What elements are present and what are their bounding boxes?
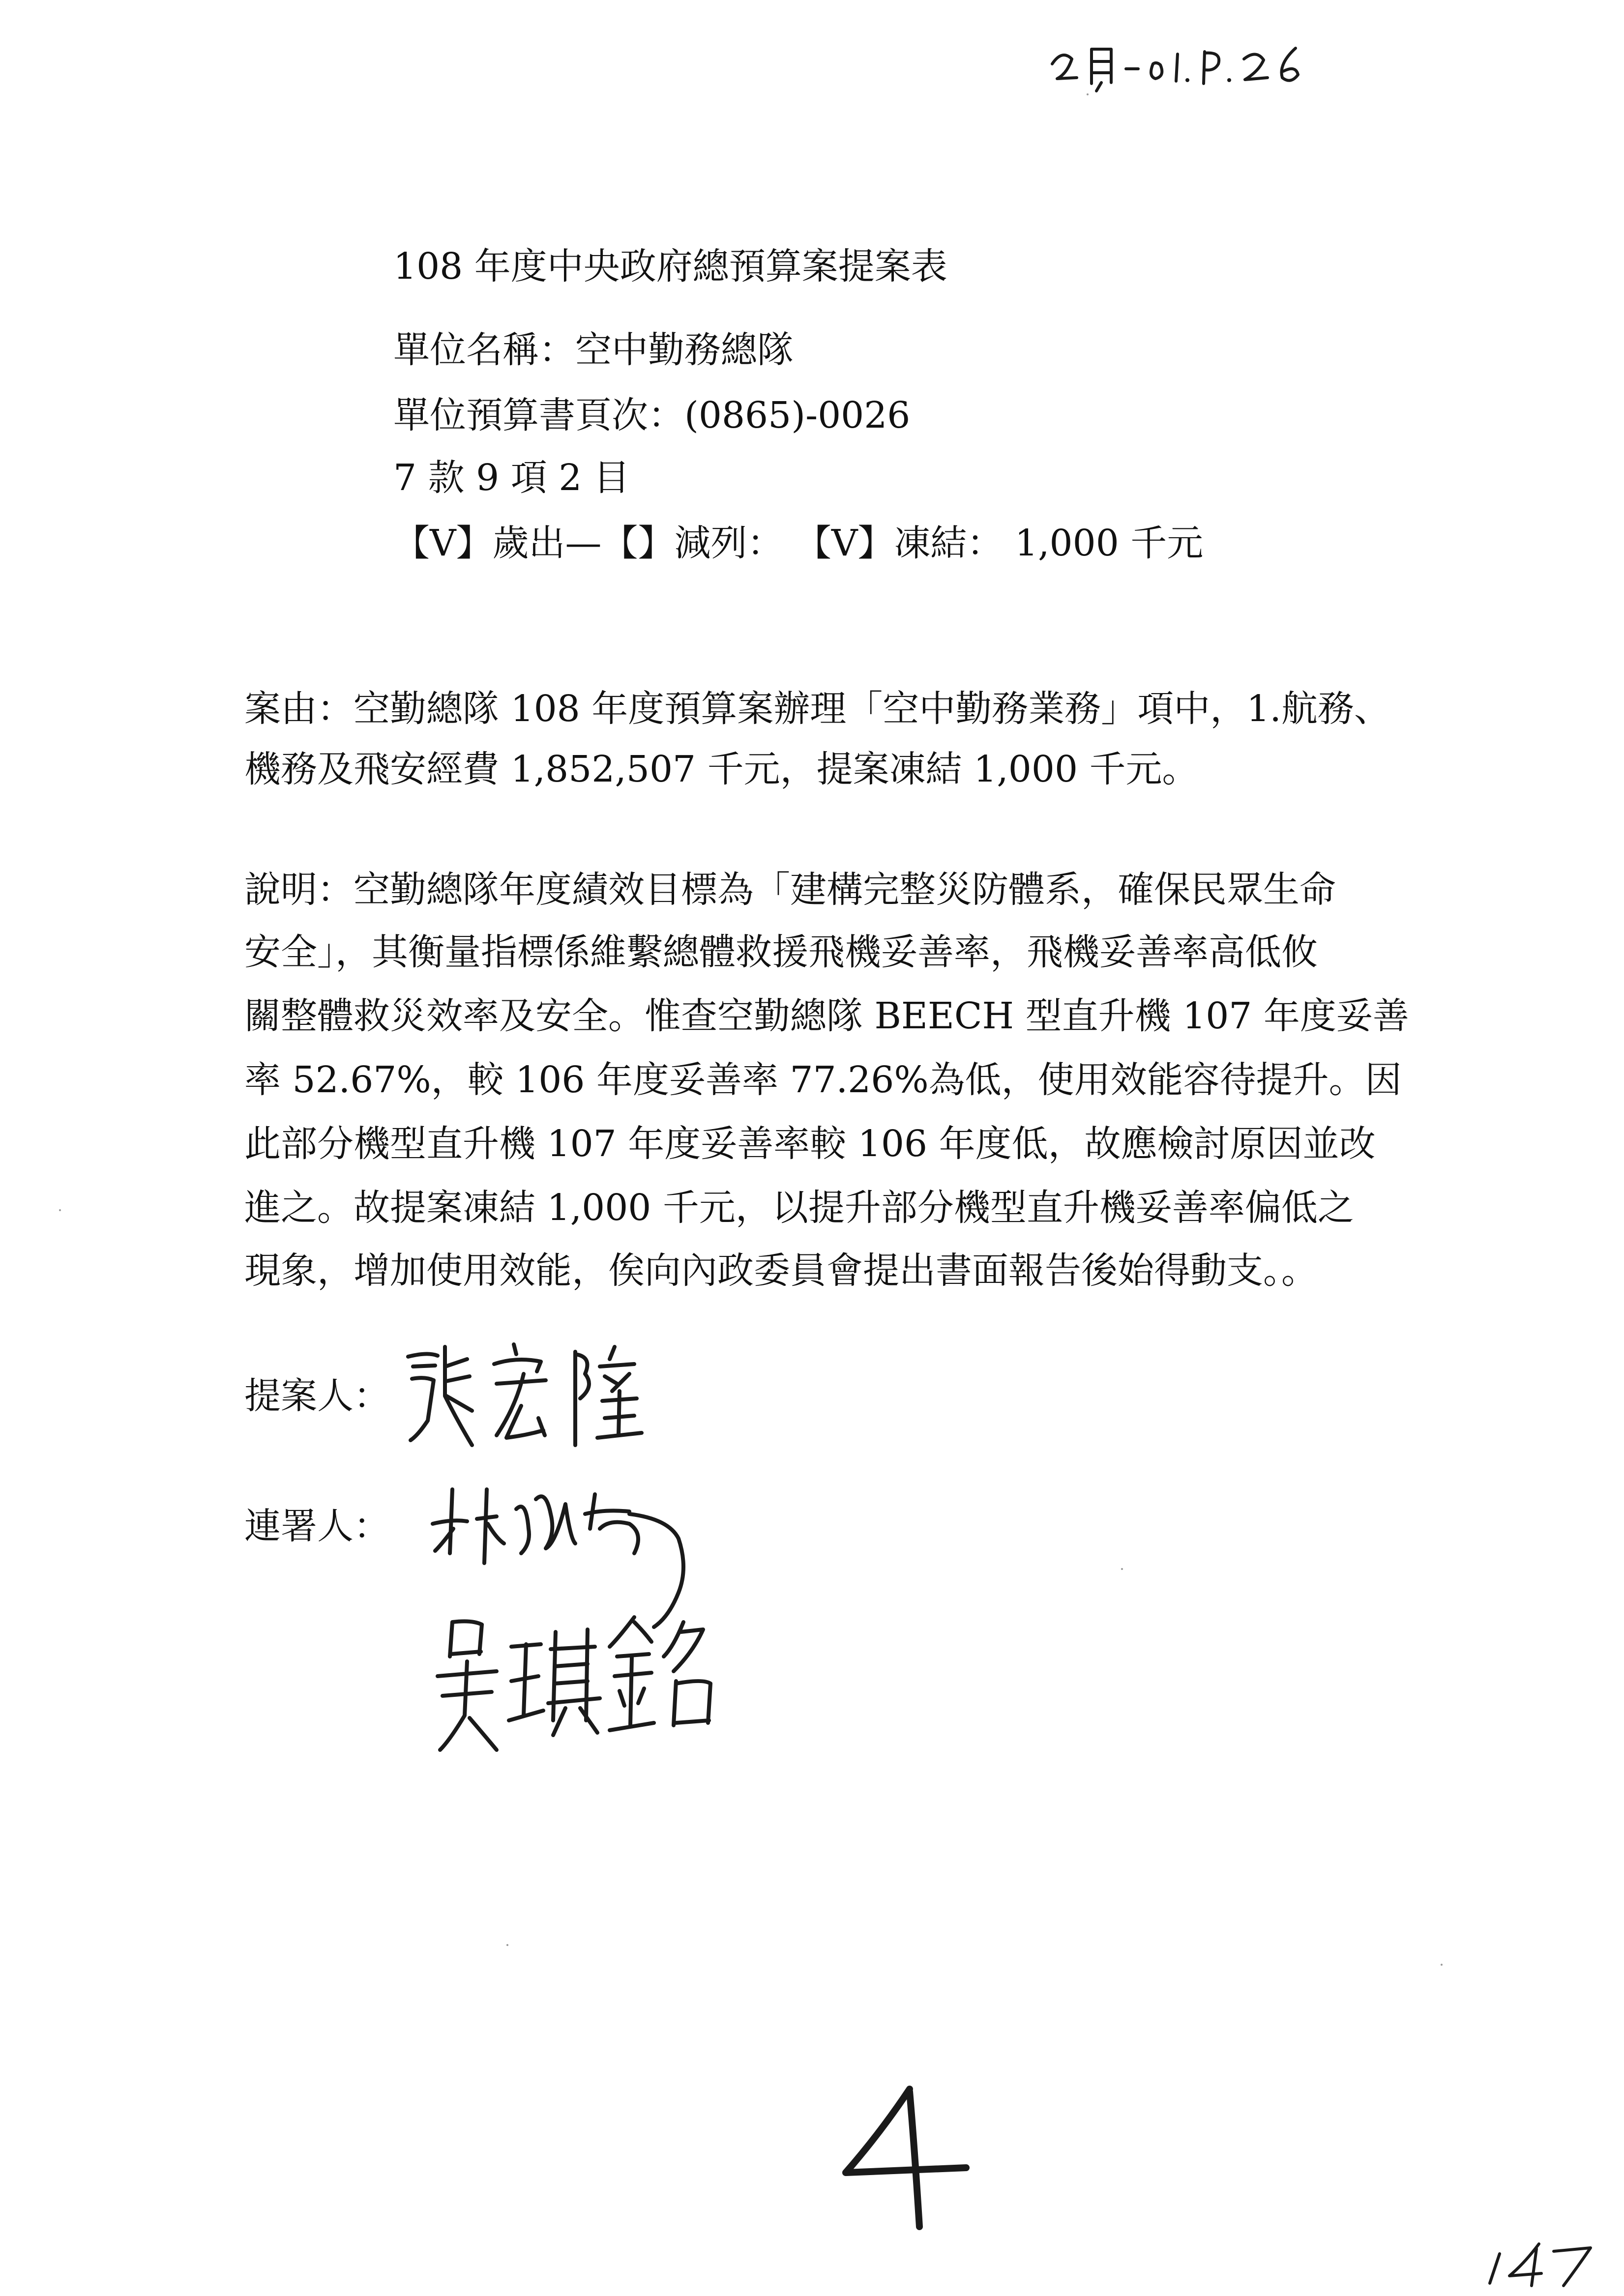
scan-speck (59, 1209, 61, 1211)
explanation-line: 此部分機型直升機 107 年度妥善率較 106 年度低，故應檢討原因並改 (244, 1123, 1376, 1165)
reference-note-handwritten (1047, 29, 1303, 93)
proposer-label: 提案人： (244, 1375, 390, 1417)
page-number-handwritten (836, 2079, 974, 2237)
budget-page-reference: 單位預算書頁次：(0865)-0026 (393, 394, 911, 436)
sheet-number-handwritten (1485, 2239, 1603, 2288)
explanation-line: 現象，增加使用效能，俟向內政委員會提出書面報告後始得動支。。 (244, 1250, 1318, 1292)
freeze-options: 【V】歲出—【】減列： 【V】凍結： 1,000 千元 (393, 522, 1204, 564)
form-title: 108 年度中央政府總預算案提案表 (393, 245, 947, 288)
scan-speck (1441, 1964, 1443, 1966)
reason-line-1: 案由：空勤總隊 108 年度預算案辦理「空中勤務業務」項中，1.航務、 (244, 688, 1390, 730)
explanation-line: 安全」，其衡量指標係維繫總體救援飛機妥善率，飛機妥善率高低攸 (244, 931, 1318, 973)
explanation-line: 說明：空勤總隊年度績效目標為「建構完整災防體系，確保民眾生命 (244, 869, 1336, 911)
unit-name: 單位名稱：空中勤務總隊 (393, 329, 794, 371)
reason-line-2: 機務及飛安經費 1,852,507 千元，提案凍結 1,000 千元。 (244, 748, 1199, 790)
cosigner-signature-2 (428, 1602, 733, 1779)
scan-speck (1087, 93, 1089, 95)
cosigner-label: 連署人： (244, 1505, 390, 1547)
scan-speck (506, 1944, 508, 1946)
explanation-line: 率 52.67%，較 106 年度妥善率 77.26%為低，使用效能容待提升。因 (244, 1059, 1402, 1101)
explanation-line: 進之。故提案凍結 1,000 千元，以提升部分機型直升機妥善率偏低之 (244, 1187, 1354, 1229)
explanation-line: 關整體救災效率及安全。惟查空勤總隊 BEECH 型直升機 107 年度妥善 (244, 995, 1409, 1037)
item-code: 7 款 9 項 2 目 (393, 457, 630, 499)
scan-speck (1121, 1568, 1123, 1570)
proposer-signature (398, 1337, 654, 1465)
